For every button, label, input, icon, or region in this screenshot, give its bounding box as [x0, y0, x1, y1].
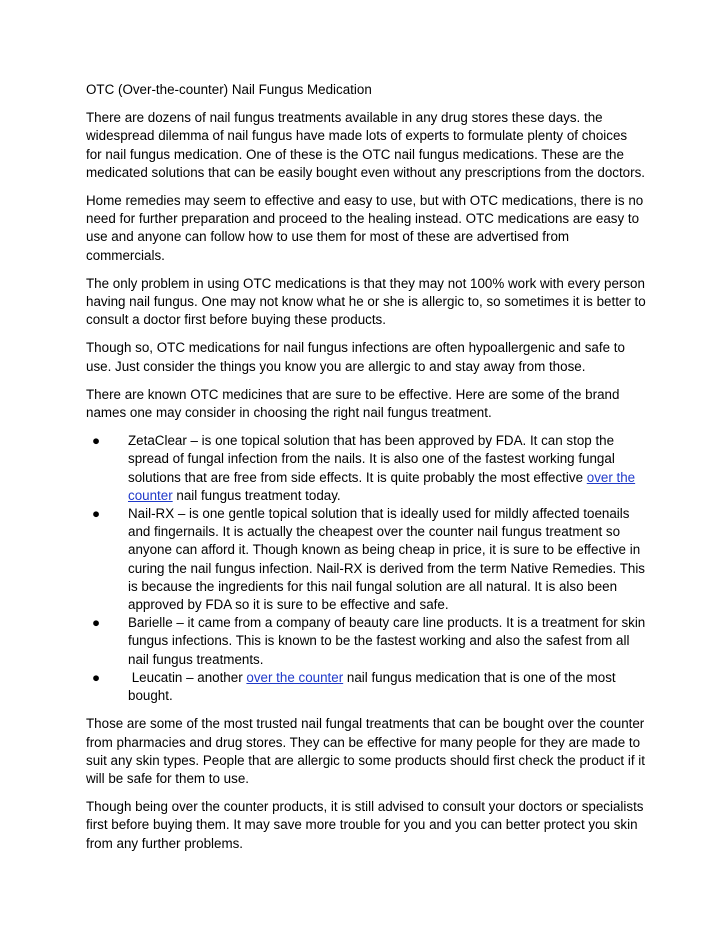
paragraph-consult-doctor: Though being over the counter products, it is still advised to consult your doctors or specialists first before buying them. It may save more trouble for you and you can better protect you skin from any further problems.	[86, 799, 644, 851]
list-item-zetaclear	[86, 432, 646, 505]
list-item-text: Barielle – it came from a company of beauty care line products. It is a treatment for skin fungus infections. This is known to be the fastest working and also the safest from all nail fungus treatments.	[128, 615, 646, 667]
paragraph-trusted-treatments: Those are some of the most trusted nail fungal treatments that can be bought over the counter from pharmacies and drug stores. They can be effective for many people for they are made to suit any skin types. People that are allergic to some products should first check the product if it will be safe for them to use.	[86, 716, 645, 786]
paragraph-home-remedies: Home remedies may seem to effective and easy to use, but with OTC medications, there is no need for further preparation and proceed to the healing instead. OTC medications are easy to use and anyone can follow how to use them for most of these are advertised from commercials.	[86, 193, 644, 263]
list-item-barielle	[86, 614, 646, 669]
list-item-text: ZetaClear – is one topical solution that has been approved by FDA. It can stop the spread of fungal infection from the nails. It is also one of the fastest working fungal solutions that are free from side effects. It is quite probably the most effective	[128, 433, 615, 485]
brand-list	[86, 432, 646, 705]
bullet-icon: ●	[92, 506, 101, 522]
list-item-leucatin	[86, 669, 646, 705]
paragraph-problem: The only problem in using OTC medications is that they may not 100% work with every person having nail fungus. One may not know what he or she is allergic to, so sometimes it is better to consult a doctor first before buying these products.	[86, 275, 646, 328]
over-the-counter-link[interactable]: over the counter	[246, 669, 344, 685]
list-item-text: nail fungus medication that is one of the most bought.	[128, 669, 616, 704]
document-title: OTC (Over-the-counter) Nail Fungus Medication	[86, 82, 372, 97]
list-item-nail-rx	[86, 505, 646, 614]
paragraph-brands-intro: There are known OTC medicines that are sure to be effective. Here are some of the brand names one may consider in choosing the right nail fungus treatment.	[86, 386, 620, 421]
bullet-icon: ●	[92, 669, 101, 685]
list-item-text: Leucatin – another	[128, 669, 247, 685]
bullet-icon: ●	[92, 615, 101, 631]
over-the-counter-link[interactable]: over the counter	[128, 469, 636, 503]
bullet-icon: ●	[92, 433, 101, 449]
paragraph-intro: There are dozens of nail fungus treatments available in any drug stores these days. the widespread dilemma of nail fungus have made lots of experts to formulate plenty of choices for nail fungus medication. One of these is the OTC nail fungus medications. These are the medicated solutions that can be easily bought even without any prescriptions from the doctors.	[86, 110, 646, 180]
document-page	[86, 81, 646, 863]
list-item-text: Nail-RX – is one gentle topical solution that is ideally used for mildly affected toenails and fingernails. It is actually the cheapest over the counter nail fungus treatment so anyone can afford it. Though known as being cheap in price, it is sure to be effective in curing the nail fungus infection. Nail-RX is derived from the term Native Remedies. This is because the ingredients for this nail fungal solution are all natural. It is also been approved by FDA so it is sure to be effective and safe.	[128, 506, 646, 613]
list-item-text: nail fungus treatment today.	[172, 487, 341, 503]
paragraph-hypoallergenic: Though so, OTC medications for nail fungus infections are often hypoallergenic and safe to use. Just consider the things you know you are allergic to and stay away from those.	[86, 340, 625, 374]
